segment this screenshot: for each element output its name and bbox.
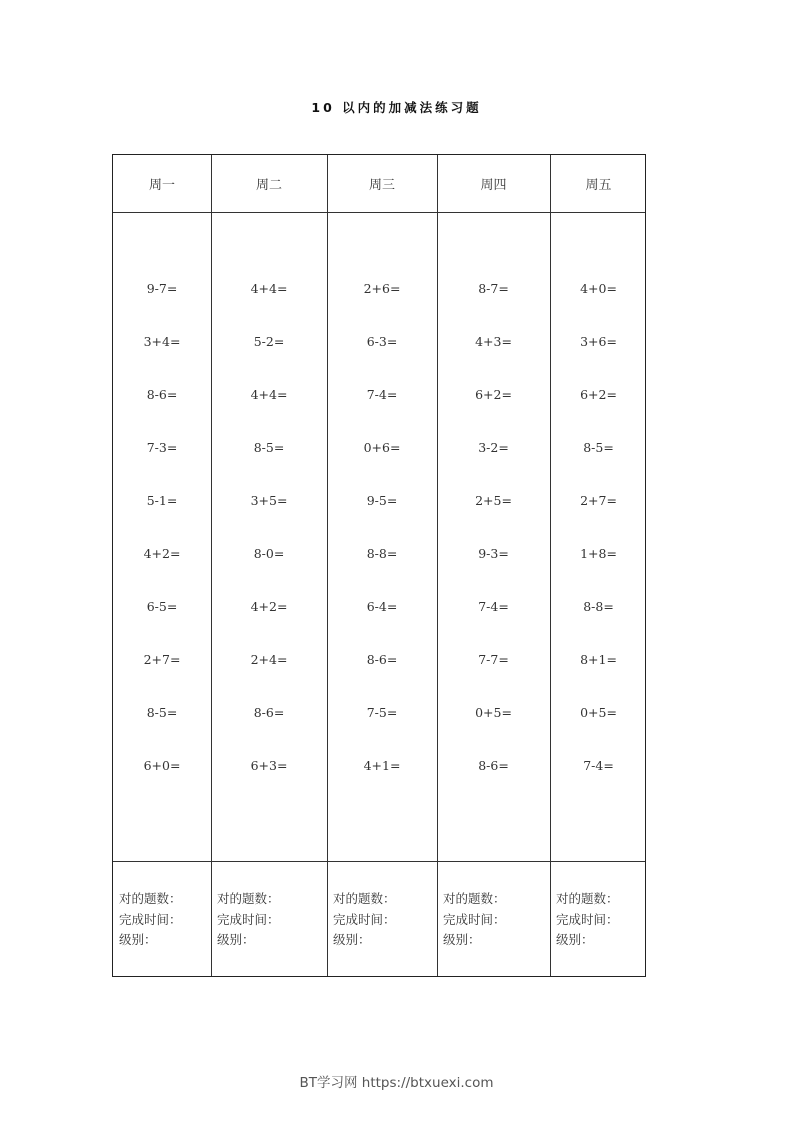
problem: 2+6= bbox=[363, 281, 401, 296]
day-column bbox=[113, 155, 211, 976]
problem: 7-3= bbox=[146, 440, 178, 455]
practice-table bbox=[112, 154, 646, 977]
completion-time-label: 完成时间： bbox=[333, 911, 396, 927]
problem: 1+8= bbox=[580, 546, 617, 561]
completion-time-label: 完成时间： bbox=[119, 911, 182, 927]
problem: 6-3= bbox=[366, 334, 398, 349]
level-label: 级别： bbox=[556, 932, 594, 947]
problem: 3+6= bbox=[580, 334, 617, 349]
result-fields bbox=[119, 889, 182, 951]
problem: 0+5= bbox=[475, 705, 512, 720]
problem: 0+5= bbox=[580, 705, 617, 720]
problem: 6+0= bbox=[143, 758, 181, 773]
column-header: 周一 bbox=[148, 178, 175, 193]
day-column bbox=[437, 155, 550, 976]
result-fields bbox=[333, 889, 396, 951]
problem: 8-7= bbox=[478, 281, 509, 296]
problem: 9-7= bbox=[146, 281, 178, 296]
problem: 5-2= bbox=[253, 334, 285, 349]
correct-count-label: 对的题数： bbox=[217, 891, 280, 906]
problem: 8-8= bbox=[583, 599, 614, 614]
problem: 8+1= bbox=[580, 652, 617, 667]
problem: 4+2= bbox=[250, 599, 288, 614]
problem: 7-4= bbox=[583, 758, 614, 773]
problem: 4+4= bbox=[250, 281, 288, 296]
completion-time-label: 完成时间： bbox=[217, 911, 280, 927]
result-fields bbox=[217, 889, 280, 951]
problem: 5-1= bbox=[146, 493, 178, 508]
level-label: 级别： bbox=[443, 932, 481, 947]
problem: 8-5= bbox=[583, 440, 614, 455]
problem: 7-7= bbox=[478, 652, 509, 667]
day-column bbox=[327, 155, 437, 976]
problem: 2+7= bbox=[580, 493, 617, 508]
problem: 8-6= bbox=[253, 705, 285, 720]
column-header: 周四 bbox=[480, 178, 507, 193]
problem: 2+4= bbox=[250, 652, 288, 667]
column-header: 周三 bbox=[368, 178, 395, 193]
problem: 4+0= bbox=[580, 281, 617, 296]
problem: 6-5= bbox=[146, 599, 178, 614]
result-fields bbox=[443, 889, 506, 951]
column-header: 周五 bbox=[585, 178, 612, 193]
completion-time-label: 完成时间： bbox=[556, 911, 619, 927]
problem: 8-6= bbox=[366, 652, 398, 667]
problem: 3+5= bbox=[250, 493, 288, 508]
correct-count-label: 对的题数： bbox=[443, 891, 506, 906]
problem: 4+3= bbox=[475, 334, 512, 349]
problem: 2+5= bbox=[475, 493, 512, 508]
problem: 9-3= bbox=[478, 546, 509, 561]
problem: 3-2= bbox=[478, 440, 509, 455]
watermark: BT学习网 https://btxuexi.com bbox=[299, 1075, 494, 1091]
problem: 8-5= bbox=[146, 705, 178, 720]
problem: 8-8= bbox=[366, 546, 398, 561]
problem: 4+4= bbox=[250, 387, 288, 402]
day-column bbox=[211, 155, 327, 976]
problem: 8-5= bbox=[253, 440, 285, 455]
problem: 6+2= bbox=[475, 387, 512, 402]
level-label: 级别： bbox=[217, 932, 255, 947]
problem: 8-0= bbox=[253, 546, 285, 561]
problem: 8-6= bbox=[478, 758, 509, 773]
correct-count-label: 对的题数： bbox=[333, 891, 396, 906]
problem: 6-4= bbox=[366, 599, 398, 614]
problem: 6+3= bbox=[250, 758, 288, 773]
page-title: 10 以内的加减法练习题 bbox=[311, 100, 482, 115]
problem: 4+2= bbox=[143, 546, 181, 561]
level-label: 级别： bbox=[333, 932, 371, 947]
problem: 2+7= bbox=[143, 652, 181, 667]
correct-count-label: 对的题数： bbox=[556, 891, 619, 906]
problem: 7-5= bbox=[366, 705, 398, 720]
problem: 3+4= bbox=[143, 334, 181, 349]
problem: 9-5= bbox=[366, 493, 398, 508]
problem: 7-4= bbox=[478, 599, 509, 614]
correct-count-label: 对的题数： bbox=[119, 891, 182, 906]
result-fields bbox=[556, 889, 619, 951]
day-column bbox=[550, 155, 647, 976]
problem: 4+1= bbox=[363, 758, 401, 773]
column-header: 周二 bbox=[255, 178, 282, 193]
problem: 0+6= bbox=[363, 440, 401, 455]
problem: 8-6= bbox=[146, 387, 178, 402]
level-label: 级别： bbox=[119, 932, 157, 947]
completion-time-label: 完成时间： bbox=[443, 911, 506, 927]
problem: 7-4= bbox=[366, 387, 398, 402]
problem: 6+2= bbox=[580, 387, 617, 402]
